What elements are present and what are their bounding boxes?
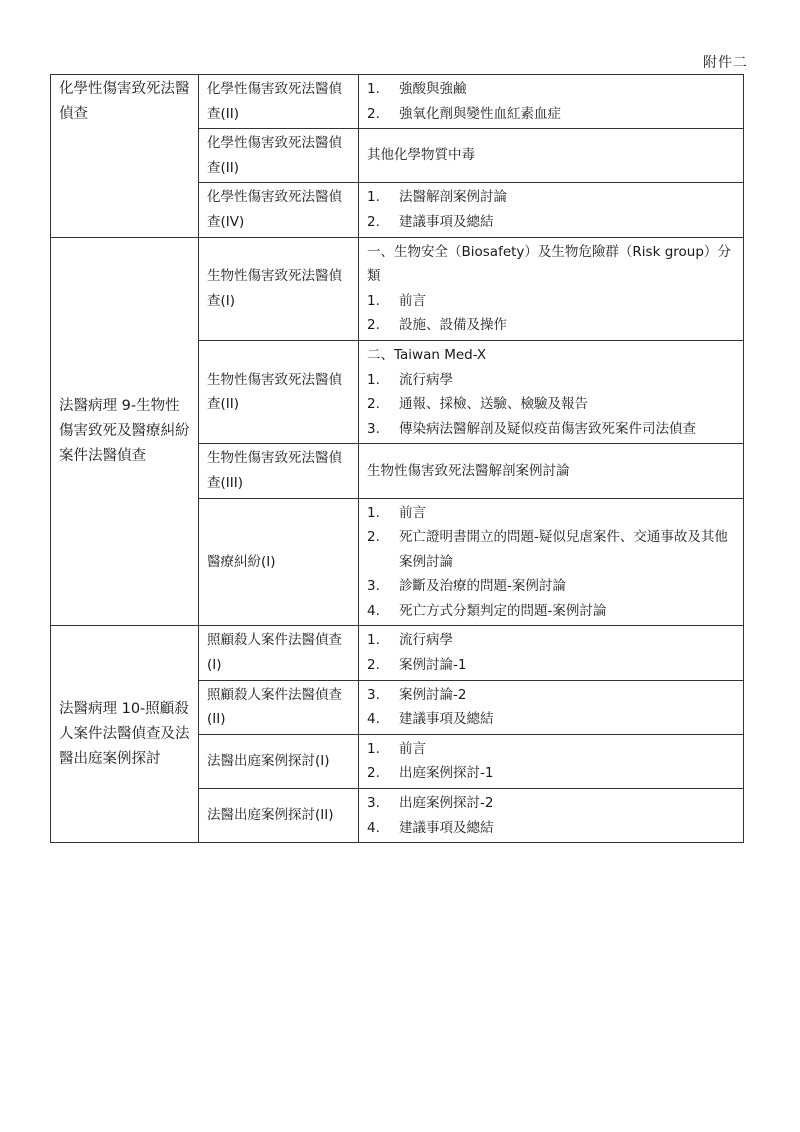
subtopic-cell: 醫療糾紛(I) xyxy=(199,498,359,626)
content-cell xyxy=(359,626,744,680)
content-cell: 其他化學物質中毒 xyxy=(359,129,744,183)
list-item: 3. 診斷及治療的問題-案例討論 xyxy=(367,578,566,595)
section-heading: 二、Taiwan Med-X xyxy=(367,346,487,363)
list-item: 1. 強酸與強鹼 xyxy=(367,81,467,97)
content-cell xyxy=(359,75,744,129)
list-item: 4. 死亡方式分類判定的問題-案例討論 xyxy=(367,602,607,619)
subtopic-cell: 生物性傷害致死法醫偵查(II) xyxy=(199,340,359,443)
list-item: 1. 流行病學 xyxy=(367,632,453,649)
subtopic-cell: 法醫出庭案例探討(I) xyxy=(199,734,359,788)
list-item: 3. 傳染病法醫解剖及疑似疫苗傷害致死案件司法偵查 xyxy=(367,420,696,437)
list-item: 2. 設施、設備及操作 xyxy=(367,317,507,334)
list-item: 1. 前言 xyxy=(367,292,426,309)
list-item: 4. 建議事項及總結 xyxy=(367,819,494,836)
subtopic-cell: 化學性傷害致死法醫偵查(IV) xyxy=(199,183,359,237)
subtopic-cell: 化學性傷害致死法醫偵查(II) xyxy=(199,129,359,183)
list-item: 2. 出庭案例探討-1 xyxy=(367,765,494,782)
content-cell xyxy=(359,498,744,626)
content-cell xyxy=(359,789,744,843)
subtopic-cell: 照顧殺人案件法醫偵查(I) xyxy=(199,626,359,680)
list-item: 2. 案例討論-1 xyxy=(367,657,467,674)
content-cell xyxy=(359,237,744,340)
topic-cell: 化學性傷害致死法醫偵查 xyxy=(51,75,199,238)
subtopic-cell: 生物性傷害致死法醫偵查(I) xyxy=(199,237,359,340)
content-cell xyxy=(359,340,744,443)
table-row xyxy=(51,237,744,340)
list-item: 3. 案例討論-2 xyxy=(367,686,467,703)
list-item: 2. 通報、採檢、送驗、檢驗及報告 xyxy=(367,396,588,413)
list-item: 1. 前言 xyxy=(367,504,426,521)
subtopic-cell: 法醫出庭案例探討(II) xyxy=(199,789,359,843)
content-cell xyxy=(359,734,744,788)
course-outline-table xyxy=(50,74,744,843)
section-heading: 一、生物安全（Biosafety）及生物危險群（Risk group）分類 xyxy=(367,243,731,285)
subtopic-cell: 化學性傷害致死法醫偵查(II) xyxy=(199,75,359,129)
content-cell: 生物性傷害致死法醫解剖案例討論 xyxy=(359,444,744,498)
list-item: 4. 建議事項及總結 xyxy=(367,711,494,728)
list-item: 1. 流行病學 xyxy=(367,371,453,388)
topic-cell: 法醫病理 9-生物性傷害致死及醫療糾紛案件法醫偵查 xyxy=(51,237,199,626)
topic-cell: 法醫病理 10-照顧殺人案件法醫偵查及法醫出庭案例探討 xyxy=(51,626,199,843)
annex-label: 附件二 xyxy=(703,55,748,71)
subtopic-cell: 照顧殺人案件法醫偵查(II) xyxy=(199,680,359,734)
content-cell xyxy=(359,680,744,734)
list-item: 2. 建議事項及總結 xyxy=(367,213,494,230)
content-cell xyxy=(359,183,744,237)
list-item: 2. 死亡證明書開立的問題-疑似兒虐案件、交通事故及其他案例討論 xyxy=(367,529,728,570)
list-item: 1. 前言 xyxy=(367,740,426,757)
list-item: 1. 法醫解剖案例討論 xyxy=(367,189,507,206)
table-row xyxy=(51,626,744,680)
subtopic-cell: 生物性傷害致死法醫偵查(III) xyxy=(199,444,359,498)
table-row xyxy=(51,75,744,129)
list-item: 3. 出庭案例探討-2 xyxy=(367,795,494,812)
list-item: 2. 強氧化劑與變性血紅素血症 xyxy=(367,105,561,122)
